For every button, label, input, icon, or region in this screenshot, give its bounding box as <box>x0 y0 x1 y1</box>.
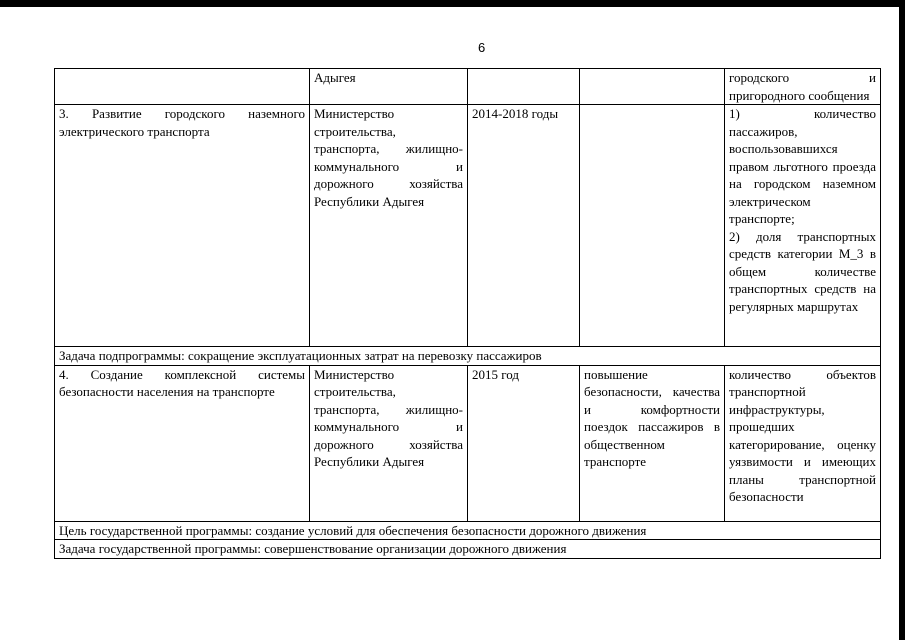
result-cell <box>580 105 725 347</box>
goal-row <box>55 521 881 540</box>
term-cell: 2015 год <box>468 365 580 521</box>
table-row <box>55 365 881 521</box>
result-cell: повышение безопасности, качества и комфортности поездок пассажиров в общественном транспорте <box>580 365 725 521</box>
scan-right-border <box>899 0 905 640</box>
subprogram-task-text: Задача подпрограммы: сокращение эксплуатационных затрат на перевозку пассажиров <box>55 347 881 366</box>
scan-top-border <box>0 0 905 7</box>
term-cell: 2014-2018 годы <box>468 105 580 347</box>
executor-cell: Адыгея <box>310 69 468 105</box>
page-number: 6 <box>478 40 486 55</box>
task-row <box>55 347 881 366</box>
event-cell: 4. Создание комплексной системы безопасности населения на транспорте <box>55 365 310 521</box>
result-cell <box>580 69 725 105</box>
task-row <box>55 540 881 559</box>
program-goal-text: Цель государственной программы: создание условий для обеспечения безопасности дорожного движения <box>55 521 881 540</box>
table-row <box>55 105 881 347</box>
indicator-cell: городского и пригородного сообщения <box>725 69 881 105</box>
indicator-cell: количество объектов транспортной инфраструктуры, прошедших категорирование, оценку уязвимости и имеющих планы транспортной безопасности <box>725 365 881 521</box>
executor-cell: Министерство строительства, транспорта, жилищно-коммунального и дорожного хозяйства Республики Адыгея <box>310 105 468 347</box>
table-row <box>55 69 881 105</box>
indicator-cell: 1) количество пассажиров, воспользовавшихся правом льготного проезда на городском наземном электрическом транспорте; 2) доля транспортных средств категории М_3 в общем количестве транспортных средств на регулярных маршрутах <box>725 105 881 347</box>
event-cell: 3. Развитие городского наземного электрического транспорта <box>55 105 310 347</box>
event-cell <box>55 69 310 105</box>
program-task-text: Задача государственной программы: совершенствование организации дорожного движения <box>55 540 881 559</box>
program-table <box>54 68 881 559</box>
executor-cell: Министерство строительства, транспорта, жилищно-коммунального и дорожного хозяйства Республики Адыгея <box>310 365 468 521</box>
term-cell <box>468 69 580 105</box>
